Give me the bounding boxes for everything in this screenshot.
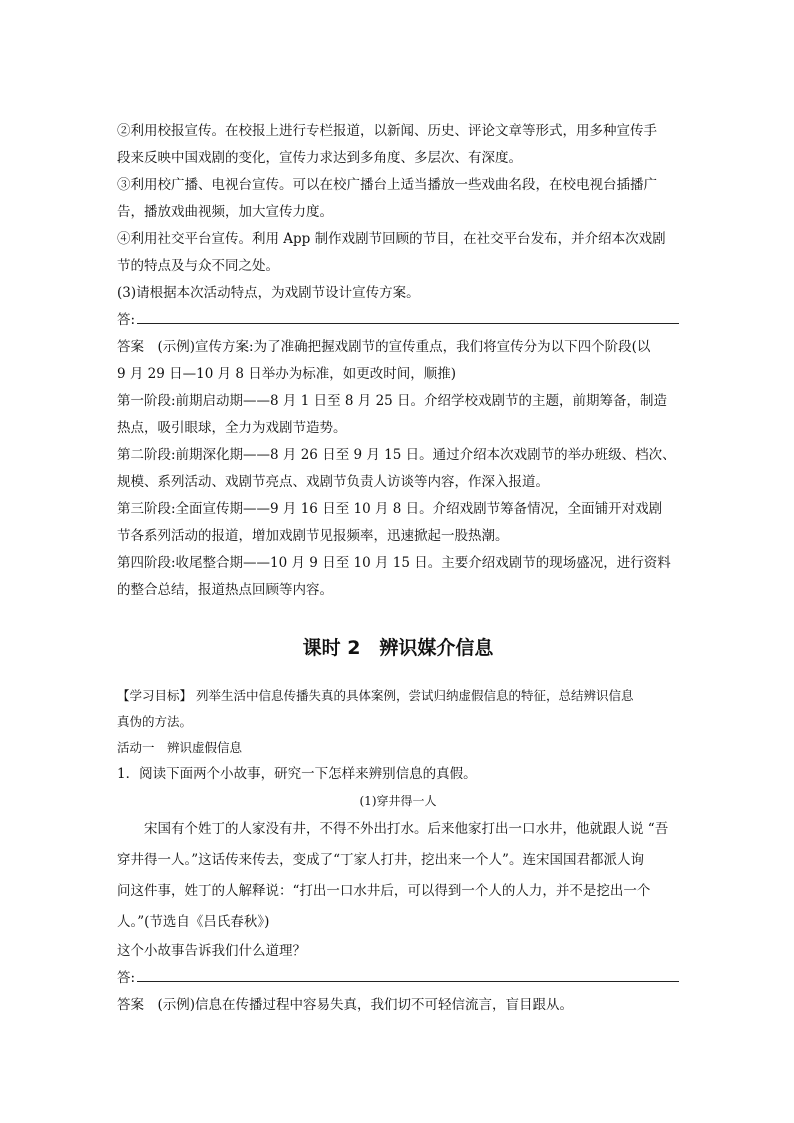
answer-line: 的整合总结，报道热点回顾等内容。 xyxy=(117,582,333,598)
answer-line: 9 月 29 日—10 月 8 日举办为标准，如更改时间，顺推) xyxy=(117,366,457,382)
question-3: (3)请根据本次活动特点，为戏剧节设计宣传方案。 xyxy=(117,285,420,301)
section1-answer xyxy=(117,334,679,604)
text-line: 段来反映中国戏剧的变化，宣传力求达到多角度、多层次、有深度。 xyxy=(117,150,522,166)
section1-text xyxy=(117,118,679,307)
question-1: 1．阅读下面两个小故事，研究一下怎样来辨别信息的真假。 xyxy=(117,766,477,782)
story-line: 穿井得一人。”这话传来传去，变成了“丁家人打井，挖出来一个人”。连宋国国君都派人询 xyxy=(117,852,644,868)
answer-line: 第三阶段:全面宣传期——9 月 16 日至 10 月 8 日。介绍戏剧节筹备情况，全面铺开对戏剧 xyxy=(117,501,663,517)
answer-line: 第二阶段:前期深化期——8 月 26 日至 9 月 15 日。通过介绍本次戏剧节的举办班级、档次、 xyxy=(117,447,676,463)
answer-blank-row xyxy=(117,307,679,334)
objective-line: 真伪的方法。 xyxy=(117,714,193,729)
text-line: 节的特点及与众不同之处。 xyxy=(117,258,279,274)
answer-label: 答: xyxy=(117,970,136,986)
answer-line: 节各系列活动的报道，增加戏剧节见报频率，迅速掀起一股热潮。 xyxy=(117,528,509,544)
story-answer: 答案 (示例)信息在传播过程中容易失真，我们切不可轻信流言，盲目跟从。 xyxy=(117,997,574,1013)
answer-line: 答案 (示例)宣传方案:为了准确把握戏剧节的宣传重点，我们将宣传分为以下四个阶段(以 xyxy=(117,339,651,355)
answer-blank-row xyxy=(117,965,679,992)
text-line: ④利用社交平台宣传。利用 App 制作戏剧节回顾的节目，在社交平台发布，并介绍本次戏剧 xyxy=(117,231,666,247)
activity-heading: 活动一 辨识虚假信息 xyxy=(117,740,243,755)
answer-line: 第一阶段:前期启动期——8 月 1 日至 8 月 25 日。介绍学校戏剧节的主题，前期筹备，制造 xyxy=(117,393,668,409)
story-title: (1)穿井得一人 xyxy=(359,794,437,808)
answer-line: 第四阶段:收尾整合期——10 月 9 日至 10 月 15 日。主要介绍戏剧节的现场盛况，进行资料 xyxy=(117,555,671,571)
story-line: 宋国有个姓丁的人家没有井，不得不外出打水。后来他家打出一口水井，他就跟人说 “吾 xyxy=(144,821,669,837)
story-line: 人。”(节选自《吕氏春秋》) xyxy=(117,914,270,930)
learning-objective xyxy=(117,683,679,735)
answer-line: 规模、系列活动、戏剧节亮点、戏剧节负责人访谈等内容，作深入报道。 xyxy=(117,474,549,490)
answer-blank-line xyxy=(137,307,679,324)
answer-line: 热点，吸引眼球，全力为戏剧节造势。 xyxy=(117,420,347,436)
story-prompt: 这个小故事告诉我们什么道理？ xyxy=(117,943,306,959)
objective-line: 【学习目标】 列举生活中信息传播失真的具体案例，尝试归纳虚假信息的特征，总结辨识信息 xyxy=(117,688,634,703)
answer-label: 答: xyxy=(117,312,136,328)
document-page xyxy=(117,118,679,1019)
answer-blank-line xyxy=(137,965,679,982)
text-line: 告，播放戏曲视频，加大宣传力度。 xyxy=(117,204,333,220)
story-line: 问这件事，姓丁的人解释说：“打出一口水井后，可以得到一个人的人力，并不是挖出一个 xyxy=(117,883,651,899)
lesson-title: 课时 2 辨识媒介信息 xyxy=(302,637,494,659)
text-line: ③利用校广播、电视台宣传。可以在校广播台上适当播放一些戏曲名段，在校电视台插播广 xyxy=(117,177,657,193)
text-line: ②利用校报宣传。在校报上进行专栏报道，以新闻、历史、评论文章等形式，用多种宣传手 xyxy=(117,123,657,139)
story-text xyxy=(117,814,679,938)
